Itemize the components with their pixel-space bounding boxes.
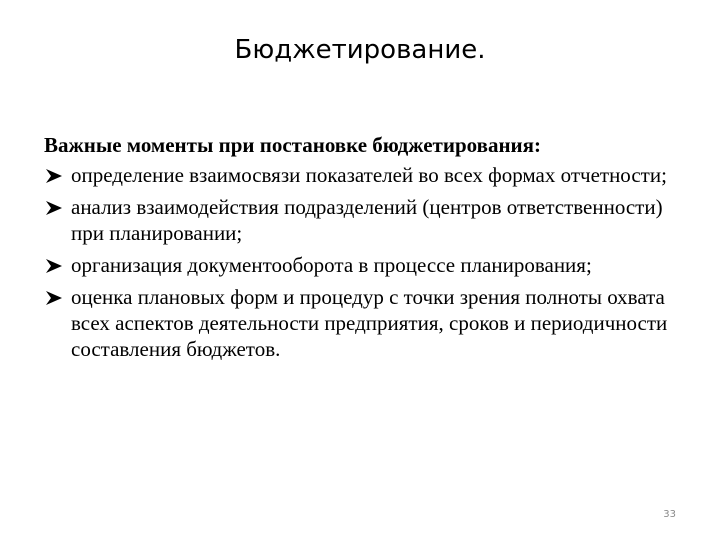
bullet-text: организация документооборота в процессе планирования; — [71, 253, 592, 277]
arrowhead-bullet-icon — [44, 258, 64, 274]
content-heading: Важные моменты при постановке бюджетирования: — [44, 133, 542, 157]
bullet-list — [44, 162, 684, 362]
bullet-text: оценка плановых форм и процедур с точки зрения полноты охвата всех аспектов деятельности предприятия, сроков и периодичности составления бюджетов. — [71, 285, 668, 361]
page-number: 33 — [663, 509, 676, 520]
arrowhead-bullet-icon — [44, 168, 64, 184]
bullet-item — [44, 252, 684, 278]
arrowhead-bullet-icon — [44, 200, 64, 216]
slide-title: Бюджетирование. — [234, 35, 486, 65]
bullet-text: анализ взаимодействия подразделений (центров ответственности) при планировании; — [71, 195, 663, 245]
bullet-item — [44, 284, 684, 362]
slide-content — [44, 132, 684, 368]
bullet-item — [44, 194, 684, 246]
bullet-item — [44, 162, 684, 188]
arrowhead-bullet-icon — [44, 290, 64, 306]
bullet-text: определение взаимосвязи показателей во всех формах отчетности; — [71, 163, 667, 187]
